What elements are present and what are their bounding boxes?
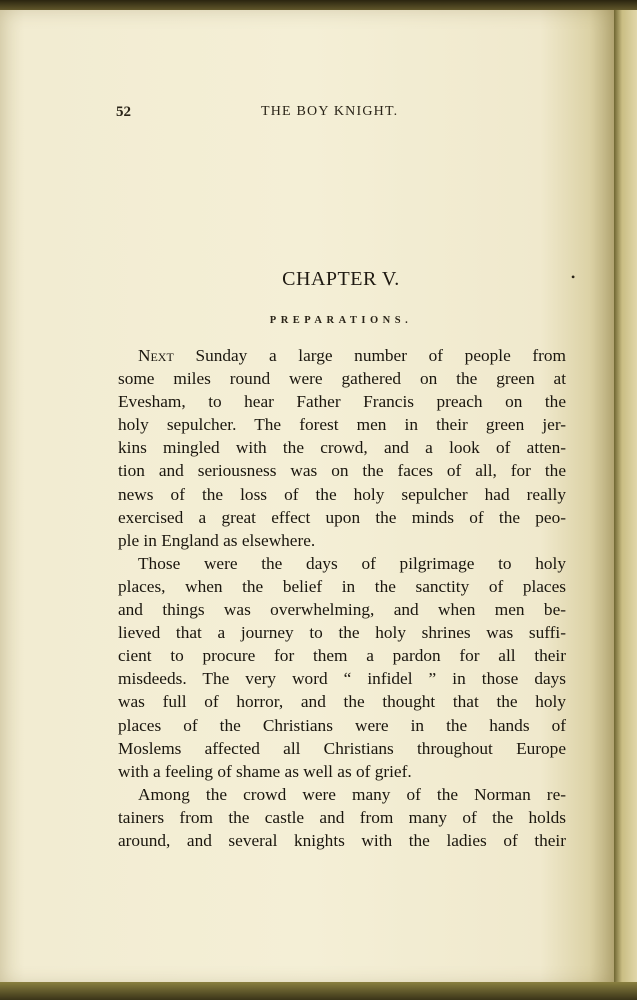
bottom-book-edge xyxy=(0,982,637,1000)
text-line: news of the loss of the holy sepulcher had really xyxy=(118,484,566,504)
text-line: Among the crowd were many of the Norman re- xyxy=(138,784,566,804)
body-text xyxy=(118,344,566,852)
running-head xyxy=(116,104,566,122)
text-line: cient to procure for them a pardon for all their xyxy=(118,646,566,666)
text-line: kins mingled with the crowd, and a look of atten- xyxy=(118,438,566,458)
running-title: THE BOY KNIGHT. xyxy=(261,104,399,119)
text-line: lieved that a journey to the holy shrines was suffi- xyxy=(118,623,566,643)
stray-mark: • xyxy=(571,270,576,284)
page-number: 52 xyxy=(116,104,131,120)
chapter-heading: CHAPTER V. xyxy=(282,268,400,290)
text-line: places, when the belief in the sanctity of places xyxy=(118,576,566,596)
text-line: Moslems affected all Christians throughout Europe xyxy=(118,738,566,758)
text-line: tainers from the castle and from many of the holds xyxy=(118,807,566,827)
text-line: with a feeling of shame as well as of grief. xyxy=(118,761,412,781)
text-line: misdeeds. The very word “ infidel ” in those days xyxy=(118,669,566,689)
first-word: Next xyxy=(138,346,174,365)
text-line: Next Sunday a large number of people from xyxy=(138,346,566,365)
chapter-subtitle: PREPARATIONS. xyxy=(269,315,413,326)
text-line: around, and several knights with the ladies of their xyxy=(118,830,566,850)
text-line: places of the Christians were in the hands of xyxy=(118,715,566,735)
text-line: Those were the days of pilgrimage to holy xyxy=(138,553,566,573)
text-line: exercised a great effect upon the minds of the peo- xyxy=(118,507,566,527)
adjacent-page-edge xyxy=(614,10,637,985)
text-line: Evesham, to hear Father Francis preach on the xyxy=(118,392,566,412)
text-line: tion and seriousness was on the faces of all, for the xyxy=(118,461,566,481)
text-line: was full of horror, and the thought that the holy xyxy=(118,692,566,712)
text-line: and things was overwhelming, and when men be- xyxy=(118,600,566,620)
text-line: some miles round were gathered on the green at xyxy=(118,369,566,389)
text-line: ple in England as elsewhere. xyxy=(118,530,316,550)
text-line: holy sepulcher. The forest men in their green jer- xyxy=(118,415,566,435)
